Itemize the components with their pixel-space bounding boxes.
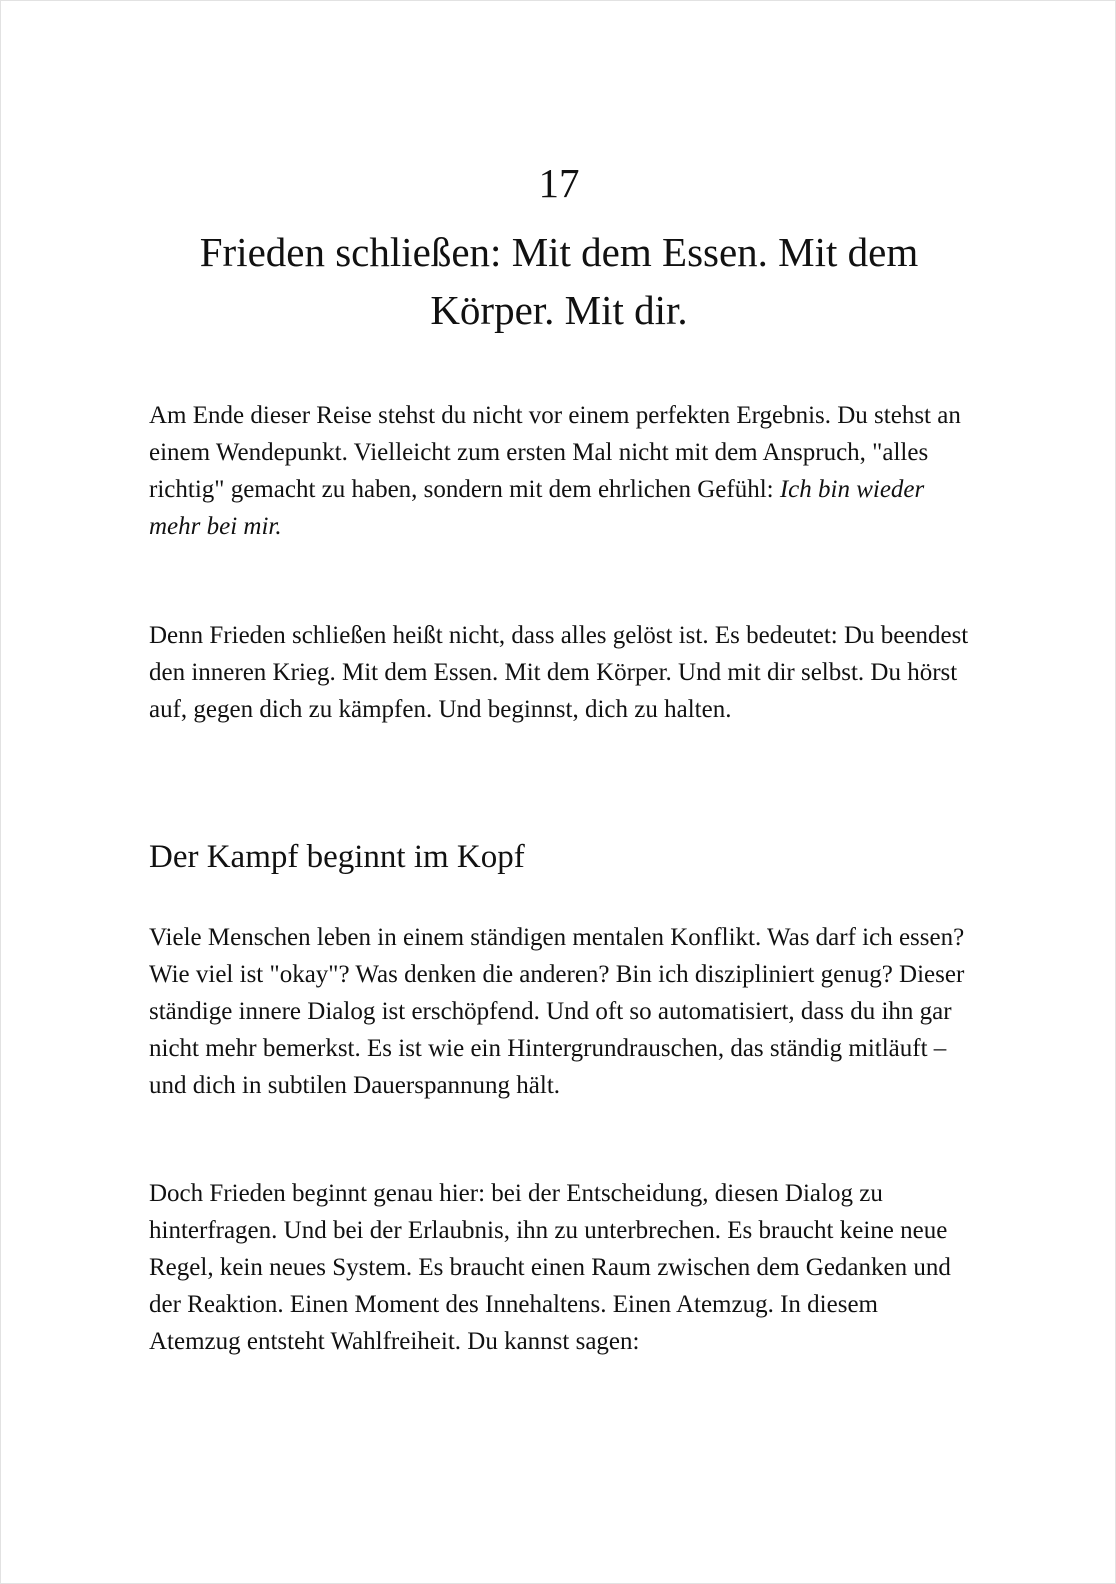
- intro-paragraph: [149, 397, 969, 545]
- chapter-number: 17: [538, 160, 580, 206]
- peace-paragraph: Denn Frieden schließen heißt nicht, dass alles gelöst ist. Es bedeutet: Du beendest den inneren Krieg. Mit dem Essen. Mit dem Körper. Und mit dir selbst. Du hörst auf, gegen dich zu kämpfen. Und beginnst, dich zu halten.: [149, 622, 969, 723]
- chapter-title: Frieden schließen: Mit dem Essen. Mit dem Körper. Mit dir.: [199, 229, 919, 333]
- conflict-paragraph: Viele Menschen leben in einem ständigen mentalen Konflikt. Was darf ich essen? Wie viel ist "okay"? Was denken die anderen? Bin ich diszipliniert genug? Dieser ständige innere Dialog ist erschöpfend. Und oft so automatisiert, dass du ihn gar nicht mehr bemerkst. Es ist wie ein Hintergrundrauschen, das ständig mitläuft – und dich in subtilen Dauerspannung hält.: [149, 924, 965, 1099]
- intro-paragraph-text: Am Ende dieser Reise stehst du nicht vor einem perfekten Ergebnis. Du stehst an einem Wendepunkt. Vielleicht zum ersten Mal nicht mit dem Anspruch, "alles richtig" gemacht zu haben, sondern mit dem ehrlichen Gefühl:: [149, 402, 961, 503]
- intro-paragraph-emphasis: Ich bin wieder mehr bei mir.: [149, 476, 925, 540]
- decision-paragraph: Doch Frieden beginnt genau hier: bei der Entscheidung, diesen Dialog zu hinterfragen. Und bei der Erlaubnis, ihn zu unterbrechen. Es braucht keine neue Regel, kein neues System. Es braucht einen Raum zwischen dem Gedanken und der Reaktion. Einen Moment des Innehaltens. Einen Atemzug. In diesem Atemzug entsteht Wahlfreiheit. Du kannst sagen:: [149, 1180, 951, 1355]
- section-heading: Der Kampf beginnt im Kopf: [149, 839, 525, 875]
